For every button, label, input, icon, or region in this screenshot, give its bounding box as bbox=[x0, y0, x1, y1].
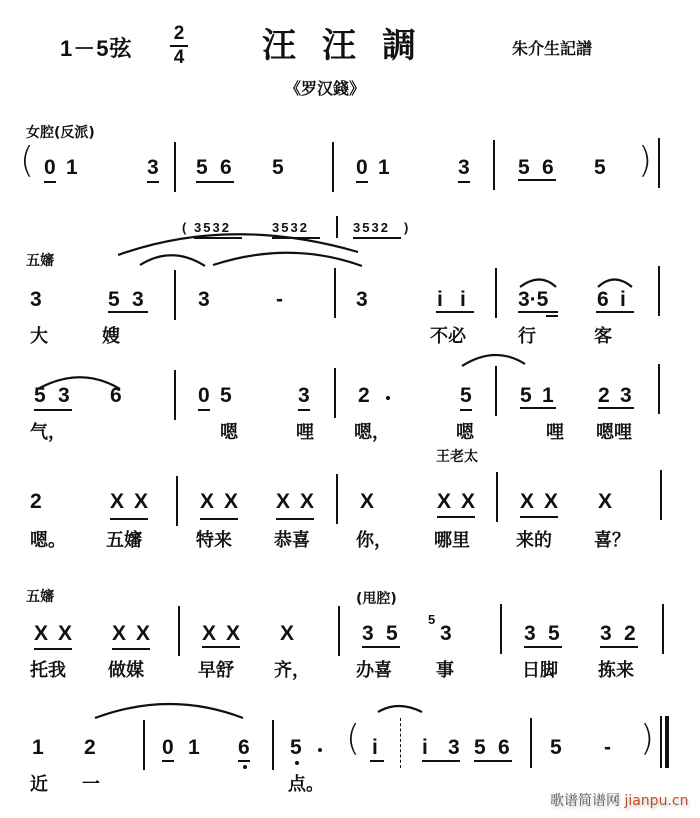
note: 3 bbox=[30, 288, 42, 311]
underline bbox=[422, 760, 460, 762]
note: 3·5 bbox=[518, 288, 549, 311]
lyric: 做媒 bbox=[108, 660, 144, 681]
lyric: 嗯 bbox=[220, 422, 238, 443]
note: 3 bbox=[147, 156, 159, 179]
note: 6 bbox=[110, 384, 122, 407]
note: 3 bbox=[298, 384, 310, 407]
close-paren: ) bbox=[638, 140, 653, 181]
note: 5 bbox=[108, 288, 120, 311]
lyric: 嗯哩 bbox=[596, 422, 632, 443]
note-high: i bbox=[437, 288, 443, 311]
underline bbox=[44, 181, 56, 183]
underline bbox=[272, 237, 320, 239]
time-signature-top: 2 bbox=[173, 23, 185, 44]
underline bbox=[370, 760, 384, 762]
time-signature-bottom: 4 bbox=[173, 47, 185, 68]
final-barline-thick bbox=[665, 716, 669, 768]
underline bbox=[436, 311, 474, 313]
watermark bbox=[550, 790, 688, 810]
dash: - bbox=[604, 736, 611, 759]
note-x: X bbox=[112, 622, 127, 645]
note: 3 bbox=[524, 622, 536, 645]
note: 2 bbox=[598, 384, 610, 407]
lyric: 不必 bbox=[430, 326, 466, 347]
note-high: i bbox=[372, 736, 378, 759]
note: 0 bbox=[198, 384, 210, 407]
note: 1 bbox=[66, 156, 78, 179]
accomp-figure: 3532 bbox=[353, 220, 390, 235]
barline bbox=[495, 366, 497, 416]
note: 2 bbox=[30, 490, 42, 513]
note: 5 bbox=[34, 384, 46, 407]
note-x: X bbox=[461, 490, 476, 513]
underline bbox=[238, 760, 250, 762]
underline bbox=[198, 409, 210, 411]
lyric: 拣来 bbox=[598, 660, 634, 681]
accomp-figure: 3532 bbox=[194, 220, 231, 235]
note: 5 bbox=[386, 622, 398, 645]
underline bbox=[147, 181, 159, 183]
underline bbox=[598, 407, 634, 409]
note-x: X bbox=[226, 622, 241, 645]
underline bbox=[474, 760, 512, 762]
underline bbox=[196, 181, 234, 183]
underline bbox=[202, 646, 240, 648]
lyric: 嗯。 bbox=[30, 530, 66, 551]
barline bbox=[336, 474, 338, 524]
barline bbox=[662, 604, 664, 654]
underline bbox=[34, 648, 72, 650]
note-x: X bbox=[202, 622, 217, 645]
note: 2 bbox=[624, 622, 636, 645]
underline bbox=[524, 646, 562, 648]
underline bbox=[353, 237, 401, 239]
barline bbox=[658, 364, 660, 414]
underline bbox=[112, 648, 150, 650]
underline bbox=[518, 311, 558, 313]
note: 5 bbox=[196, 156, 208, 179]
barline bbox=[493, 140, 495, 190]
barline bbox=[338, 606, 340, 656]
note: 6 bbox=[542, 156, 554, 179]
note-x: X bbox=[544, 490, 559, 513]
augmentation-dot bbox=[318, 748, 322, 752]
note-high: i bbox=[620, 288, 626, 311]
barline bbox=[176, 476, 178, 526]
voice-label-wang-laotai: 王老太 bbox=[436, 449, 478, 465]
note: 3 bbox=[448, 736, 460, 759]
subtitle: 《罗汉錢》 bbox=[285, 79, 366, 98]
lyric: 行 bbox=[518, 326, 536, 347]
lyric: 托我 bbox=[30, 660, 66, 681]
note: 5 bbox=[594, 156, 606, 179]
lyric: 齐， bbox=[274, 660, 310, 681]
lyric: 嗯 bbox=[456, 422, 474, 443]
underline bbox=[276, 518, 314, 520]
barline bbox=[496, 472, 498, 522]
note-x: X bbox=[276, 490, 291, 513]
barline bbox=[174, 270, 176, 320]
note-x: X bbox=[300, 490, 315, 513]
close-paren: ) bbox=[640, 718, 655, 759]
lyric: 办喜 bbox=[356, 660, 392, 681]
barline bbox=[174, 142, 176, 192]
lyric: 点。 bbox=[288, 774, 324, 795]
lyric: 哩 bbox=[546, 422, 564, 443]
note: 5 bbox=[220, 384, 232, 407]
note: 2 bbox=[84, 736, 96, 759]
lyric: 近 bbox=[30, 774, 48, 795]
watermark-url: jianpu.cn bbox=[624, 793, 689, 809]
note-x: X bbox=[280, 622, 295, 645]
lyric: 事 bbox=[436, 660, 454, 681]
lyric: 气， bbox=[30, 422, 66, 443]
lyric: 五嬸 bbox=[106, 530, 142, 551]
watermark-site-name: 歌谱简谱网 bbox=[550, 793, 620, 809]
note-x: X bbox=[598, 490, 613, 513]
note-x: X bbox=[136, 622, 151, 645]
barline bbox=[334, 268, 336, 318]
underline bbox=[458, 181, 470, 183]
note: 3 bbox=[58, 384, 70, 407]
note-x: X bbox=[134, 490, 149, 513]
shuaiqiang-mark: (甩腔) bbox=[356, 591, 397, 607]
note: 6 bbox=[220, 156, 232, 179]
note: 5 bbox=[520, 384, 532, 407]
barline bbox=[143, 720, 145, 770]
barline bbox=[500, 604, 502, 654]
lyric: 早舒 bbox=[198, 660, 234, 681]
note: 3 bbox=[458, 156, 470, 179]
open-paren: ( bbox=[346, 718, 361, 759]
augmentation-dot bbox=[386, 396, 390, 400]
lyric: 客 bbox=[594, 326, 612, 347]
voice-label-wuniang: 五嬸 bbox=[26, 589, 54, 605]
grace-note: 5 bbox=[428, 612, 438, 627]
note-x: X bbox=[200, 490, 215, 513]
low-octave-dot bbox=[295, 761, 299, 765]
note: 3 bbox=[600, 622, 612, 645]
transcriber: 朱介生記譜 bbox=[512, 39, 593, 58]
barline bbox=[530, 718, 532, 768]
note-x: X bbox=[110, 490, 125, 513]
note: 0 bbox=[356, 156, 368, 179]
accomp-open-paren: ( bbox=[182, 220, 189, 235]
note: 5 bbox=[290, 736, 302, 759]
barline bbox=[332, 142, 334, 192]
accomp-close-paren: ) bbox=[404, 220, 411, 235]
note: 3 bbox=[132, 288, 144, 311]
underline bbox=[298, 409, 310, 411]
note: 2 bbox=[358, 384, 370, 407]
key-signature: 1－5弦 bbox=[60, 36, 133, 61]
lyric: 恭喜 bbox=[274, 530, 310, 551]
underline bbox=[110, 518, 148, 520]
low-octave-dot bbox=[243, 765, 247, 769]
underline bbox=[518, 179, 556, 181]
underline bbox=[460, 409, 472, 411]
barline bbox=[658, 266, 660, 316]
note-high: i bbox=[422, 736, 428, 759]
barline bbox=[495, 268, 497, 318]
note: 5 bbox=[550, 736, 562, 759]
barline bbox=[660, 470, 662, 520]
underline bbox=[600, 646, 638, 648]
note-x: X bbox=[58, 622, 73, 645]
note: 3 bbox=[356, 288, 368, 311]
lyric: 嫂 bbox=[102, 326, 120, 347]
lyric: 喜？ bbox=[594, 530, 630, 551]
underline bbox=[194, 237, 242, 239]
note: 5 bbox=[272, 156, 284, 179]
note: 5 bbox=[460, 384, 472, 407]
underline bbox=[362, 646, 400, 648]
voice-label-female: 女腔(反派) bbox=[26, 125, 95, 141]
barline bbox=[272, 720, 274, 770]
lyric: 来的 bbox=[516, 530, 552, 551]
note-x: X bbox=[360, 490, 375, 513]
note: 6 bbox=[238, 736, 250, 759]
barline bbox=[336, 216, 338, 238]
note: 5 bbox=[474, 736, 486, 759]
lyric: 哪里 bbox=[434, 530, 470, 551]
barline bbox=[174, 370, 176, 420]
lyric: 你， bbox=[356, 530, 392, 551]
final-barline-thin bbox=[660, 716, 662, 768]
note: 0 bbox=[44, 156, 56, 179]
voice-label-wuniang: 五嬸 bbox=[26, 253, 54, 269]
note: 6 bbox=[597, 288, 609, 311]
note: 0 bbox=[162, 736, 174, 759]
note: 3 bbox=[620, 384, 632, 407]
note: 3 bbox=[440, 622, 452, 645]
lyric: 特来 bbox=[196, 530, 232, 551]
note-x: X bbox=[34, 622, 49, 645]
underline bbox=[437, 516, 475, 518]
note: 1 bbox=[32, 736, 44, 759]
underline bbox=[200, 518, 238, 520]
underline bbox=[108, 311, 148, 313]
underline bbox=[356, 181, 368, 183]
lyric: 日脚 bbox=[522, 660, 558, 681]
underline-double bbox=[546, 315, 558, 317]
time-signature bbox=[170, 24, 188, 68]
barline bbox=[658, 138, 660, 188]
note-x: X bbox=[520, 490, 535, 513]
note: 1 bbox=[542, 384, 554, 407]
underline bbox=[520, 516, 558, 518]
note-x: X bbox=[224, 490, 239, 513]
note: 5 bbox=[548, 622, 560, 645]
barline bbox=[334, 368, 336, 418]
note: 3 bbox=[198, 288, 210, 311]
note: 1 bbox=[378, 156, 390, 179]
barline bbox=[178, 606, 180, 656]
underline bbox=[34, 409, 72, 411]
lyric: 大 bbox=[30, 326, 48, 347]
open-paren: ( bbox=[20, 140, 35, 181]
note: 3 bbox=[362, 622, 374, 645]
barline-dashed bbox=[400, 718, 402, 768]
lyric: 一 bbox=[82, 774, 100, 795]
dash: - bbox=[276, 288, 283, 311]
lyric: 嗯， bbox=[354, 422, 390, 443]
note-high: i bbox=[460, 288, 466, 311]
accomp-figure: 3532 bbox=[272, 220, 309, 235]
note: 1 bbox=[188, 736, 200, 759]
page-title: 汪汪調 bbox=[262, 26, 442, 66]
lyric: 哩 bbox=[296, 422, 314, 443]
underline bbox=[162, 760, 174, 762]
underline bbox=[520, 407, 556, 409]
note: 6 bbox=[498, 736, 510, 759]
note-x: X bbox=[437, 490, 452, 513]
underline bbox=[596, 311, 634, 313]
note: 5 bbox=[518, 156, 530, 179]
